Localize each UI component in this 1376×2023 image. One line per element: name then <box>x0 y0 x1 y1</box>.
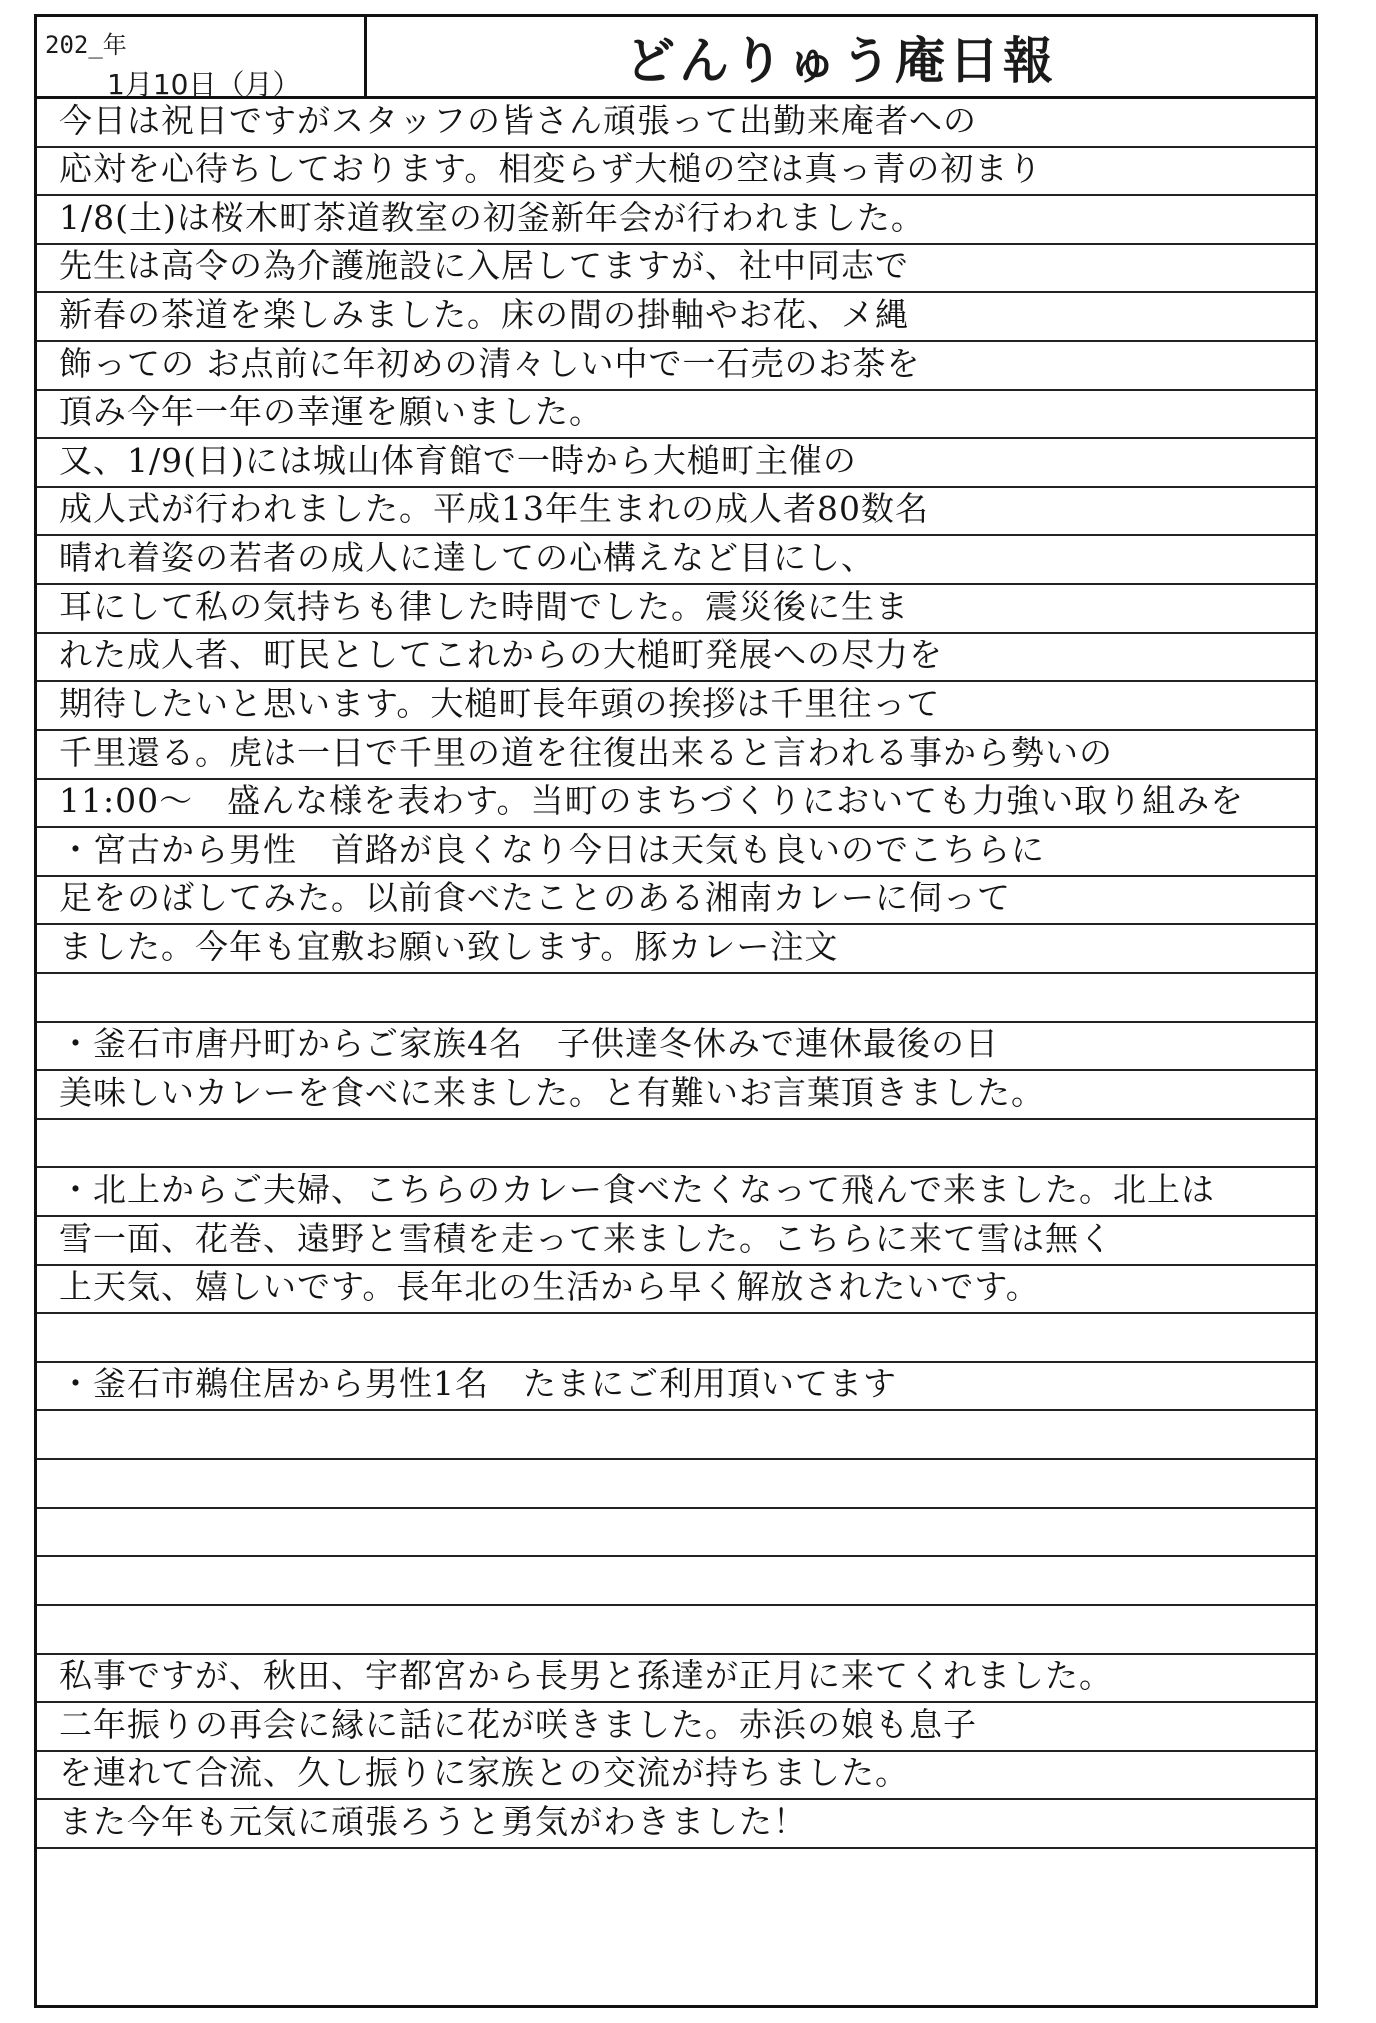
report-line <box>37 634 1315 683</box>
report-line <box>37 925 1315 974</box>
report-line <box>37 488 1315 537</box>
report-line <box>37 1752 1315 1801</box>
handwritten-text: 二年振りの再会に縁に話に花が咲きました。赤浜の娘も息子 <box>59 1704 977 1744</box>
handwritten-text: 雪一面、花巻、遠野と雪積を走って来ました。こちらに来て雪は無く <box>59 1218 1113 1258</box>
report-line <box>37 1509 1315 1558</box>
handwritten-text: ・釜石市唐丹町からご家族4名 子供達冬休みで連休最後の日 <box>59 1024 999 1064</box>
date-box <box>37 17 367 101</box>
handwritten-text: 応対を心待ちしております。相変らず大槌の空は真っ青の初まり <box>59 149 1043 189</box>
report-line <box>37 1800 1315 1849</box>
report-line <box>37 1168 1315 1217</box>
handwritten-text: 晴れ着姿の若者の成人に達しての心構えなど目にし、 <box>59 538 875 578</box>
report-line <box>37 1120 1315 1169</box>
report-line <box>37 1363 1315 1412</box>
report-line <box>37 1217 1315 1266</box>
handwritten-text: ・北上からご夫婦、こちらのカレー食べたくなって飛んで来ました。北上は <box>59 1170 1215 1210</box>
handwritten-text: ・釜石市鵜住居から男性1名 たまにご利用頂いてます <box>59 1364 897 1404</box>
handwritten-text: 私事ですが、秋田、宇都宮から長男と孫達が正月に来てくれました。 <box>59 1656 1113 1696</box>
report-line <box>37 1655 1315 1704</box>
report-line <box>37 293 1315 342</box>
handwritten-text: ました。今年も宜敷お願い致します。豚カレー注文 <box>59 926 839 966</box>
report-line <box>37 99 1315 148</box>
handwritten-text: 上天気、嬉しいです。長年北の生活から早く解放されたいです。 <box>59 1267 1040 1307</box>
report-line <box>37 1606 1315 1655</box>
report-title: どんりゅう庵日報 <box>625 31 1057 90</box>
handwritten-text: 又、1/9(日)には城山体育館で一時から大槌町主催の <box>59 440 857 480</box>
handwritten-text: 今日は祝日ですがスタッフの皆さん頑張って出勤来庵者への <box>59 100 977 140</box>
report-line <box>37 828 1315 877</box>
handwritten-text: 耳にして私の気持ちも律した時間でした。震災後に生ま <box>59 586 909 626</box>
report-line <box>37 148 1315 197</box>
handwritten-text: 千里還る。虎は一日で千里の道を往復出来ると言われる事から勢いの <box>59 732 1113 772</box>
handwritten-text: 美味しいカレーを食べに来ました。と有難いお言葉頂きました。 <box>59 1072 1045 1112</box>
report-line <box>37 877 1315 926</box>
handwritten-text: また今年も元気に頑張ろうと勇気がわきました！ <box>59 1801 807 1841</box>
report-line <box>37 245 1315 294</box>
report-line <box>37 1849 1315 1898</box>
report-line <box>37 1314 1315 1363</box>
report-line <box>37 536 1315 585</box>
handwritten-text: 足をのばしてみた。以前食べたことのある湘南カレーに伺って <box>59 878 1011 918</box>
ruled-lines <box>37 99 1315 2005</box>
report-date: 1月10日（月） <box>107 68 301 101</box>
report-line <box>37 1411 1315 1460</box>
report-line <box>37 1023 1315 1072</box>
handwritten-text: を連れて合流、久し振りに家族との交流が持ちました。 <box>59 1753 909 1793</box>
report-year: 202_年 <box>45 31 127 59</box>
handwritten-text: 飾っての お点前に年初めの清々しい中で一石売のお茶を <box>59 343 921 383</box>
report-line <box>37 731 1315 780</box>
handwritten-text: 新春の茶道を楽しみました。床の間の掛軸やお花、メ縄 <box>59 295 909 335</box>
handwritten-text: 11:00～ 盛んな様を表わす。当町のまちづくりにおいても力強い取り組みを <box>59 781 1245 821</box>
handwritten-text: 先生は高令の為介護施設に入居してますが、社中同志で <box>59 246 909 286</box>
report-line <box>37 780 1315 829</box>
report-line <box>37 1460 1315 1509</box>
report-line <box>37 439 1315 488</box>
report-line <box>37 196 1315 245</box>
report-line <box>37 1557 1315 1606</box>
handwritten-text: ・宮古から男性 首路が良くなり今日は天気も良いのでこちらに <box>59 829 1045 869</box>
report-line <box>37 585 1315 634</box>
handwritten-text: 1/8(土)は桜木町茶道教室の初釜新年会が行われました。 <box>59 197 925 237</box>
daily-report-sheet <box>34 14 1318 2008</box>
report-line <box>37 1071 1315 1120</box>
report-line <box>37 682 1315 731</box>
handwritten-text: れた成人者、町民としてこれからの大槌町発展への尽力を <box>59 635 943 675</box>
report-line <box>37 1266 1315 1315</box>
handwritten-text: 期待したいと思います。大槌町長年頭の挨拶は千里往って <box>59 683 941 723</box>
report-header <box>37 17 1315 99</box>
report-line <box>37 974 1315 1023</box>
handwritten-text: 頂み今年一年の幸運を願いました。 <box>59 392 603 432</box>
report-line <box>37 391 1315 440</box>
report-line <box>37 1703 1315 1752</box>
report-line <box>37 342 1315 391</box>
handwritten-text: 成人式が行われました。平成13年生まれの成人者80数名 <box>59 489 929 529</box>
